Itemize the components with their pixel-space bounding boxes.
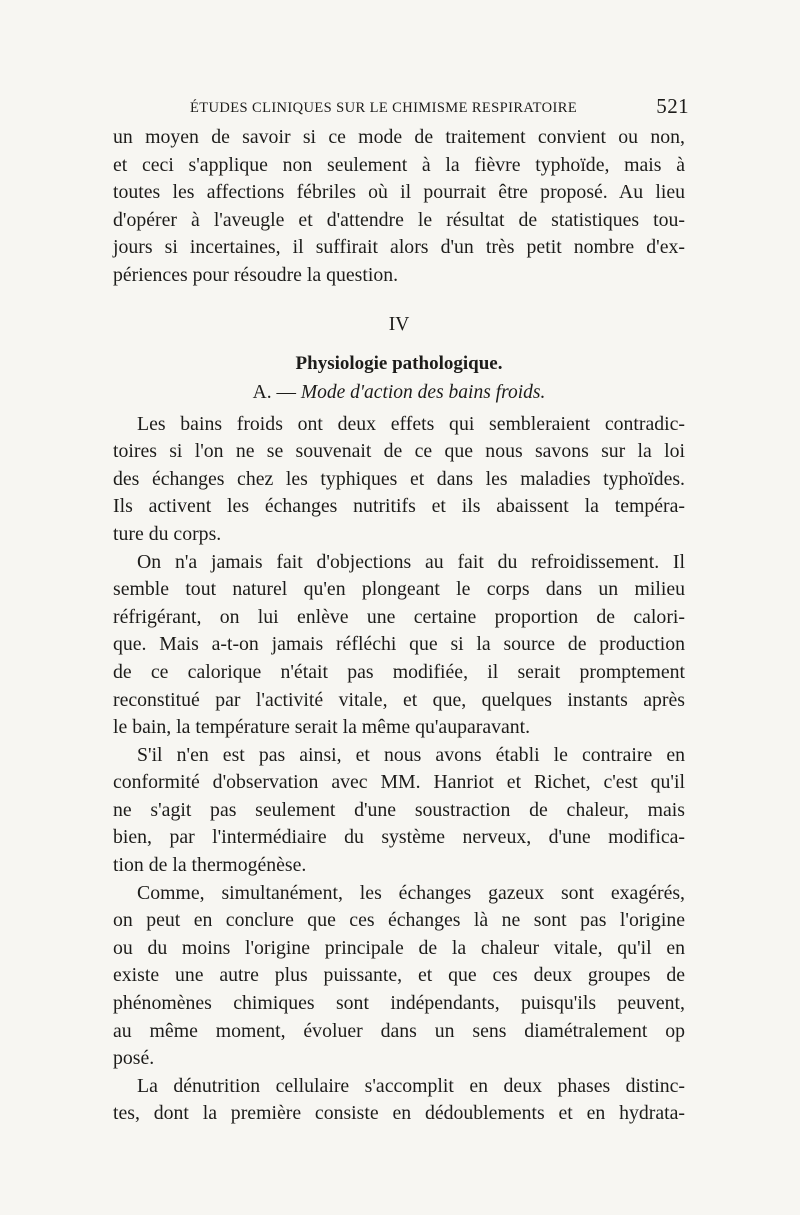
paragraph-3 (113, 742, 685, 880)
paragraph-1 (113, 411, 685, 549)
text-line: On n'a jamais fait d'objections au fait du refroidissement. Il (137, 550, 685, 573)
text-line: on peut en conclure que ces échanges là ne sont pas l'origine (113, 909, 685, 932)
subsection-title-text: Mode d'action des bains froids. (300, 381, 546, 403)
text-line: et ceci s'applique non seulement à la fièvre typhoïde, mais à (113, 153, 685, 176)
book-page (113, 90, 689, 1128)
text-line: que. Mais a-t-on jamais réfléchi que si la source de production (113, 633, 685, 656)
running-title: ÉTUDES CLINIQUES SUR LE CHIMISME RESPIRATOIRE (190, 100, 578, 116)
text-line: semble tout naturel qu'en plongeant le corps dans un milieu (113, 578, 685, 601)
paragraph-4 (113, 880, 685, 1073)
paragraph-2 (113, 549, 685, 742)
text-line: posé. (113, 1047, 155, 1070)
text-line: périences pour résoudre la question. (113, 263, 399, 286)
text-line: conformité d'observation avec MM. Hanriot et Richet, c'est qu'il (113, 771, 685, 794)
subsection-title (113, 378, 685, 408)
text-line: ou du moins l'origine principale de la chaleur vitale, qu'il en (113, 936, 685, 959)
text-line: de ce calorique n'était pas modifiée, il serait promptement (113, 660, 685, 683)
text-line: existe une autre plus puissante, et que ces deux groupes de (113, 964, 685, 987)
text-line: jours si incertaines, il suffirait alors d'un très petit nombre d'ex- (113, 236, 685, 259)
intro-paragraph (113, 124, 685, 290)
text-line: d'opérer à l'aveugle et d'attendre le résultat de statistiques tou- (113, 208, 685, 231)
page-number: 521 (656, 94, 689, 118)
section-title: Physiologie pathologique. (295, 352, 503, 374)
text-line: toires si l'on ne se souvenait de ce que nous savons sur la loi (113, 440, 685, 463)
text-line: S'il n'en est pas ainsi, et nous avons établi le contraire en (137, 743, 685, 766)
text-line: des échanges chez les typhiques et dans les maladies typhoïdes. (113, 467, 685, 490)
text-line: reconstitué par l'activité vitale, et que, quelques instants après (113, 688, 685, 711)
paragraph-5 (113, 1073, 685, 1128)
text-line: bien, par l'intermédiaire du système nerveux, d'une modifica- (113, 826, 685, 849)
text-line: ne s'agit pas seulement d'une soustraction de chaleur, mais (113, 798, 685, 821)
text-line: ture du corps. (113, 522, 222, 545)
text-line: réfrigérant, on lui enlève une certaine proportion de calori- (113, 605, 685, 628)
text-line: Ils activent les échanges nutritifs et ils abaissent la tempéra- (113, 495, 685, 518)
subsection-prefix: A. — (252, 381, 301, 403)
text-line: le bain, la température serait la même qu'auparavant. (113, 716, 531, 739)
running-head (113, 90, 689, 124)
text-line: phénomènes chimiques sont indépendants, puisqu'ils peuvent, (113, 992, 685, 1015)
text-line: tion de la thermogénèse. (113, 854, 307, 877)
text-line: Comme, simultanément, les échanges gazeux sont exagérés, (137, 881, 685, 904)
text-line: Les bains froids ont deux effets qui sembleraient contradic- (137, 412, 685, 435)
text-line: toutes les affections fébriles où il pourrait être proposé. Au lieu (113, 181, 685, 204)
text-line: un moyen de savoir si ce mode de traitement convient ou non, (113, 126, 685, 148)
text-line: La dénutrition cellulaire s'accomplit en deux phases distinc- (137, 1074, 685, 1097)
text-line: tes, dont la première consiste en dédoublements et en hydrata- (113, 1102, 685, 1125)
section-number: IV (388, 313, 410, 335)
text-line: au même moment, évoluer dans un sens diamétralement op (113, 1019, 685, 1042)
